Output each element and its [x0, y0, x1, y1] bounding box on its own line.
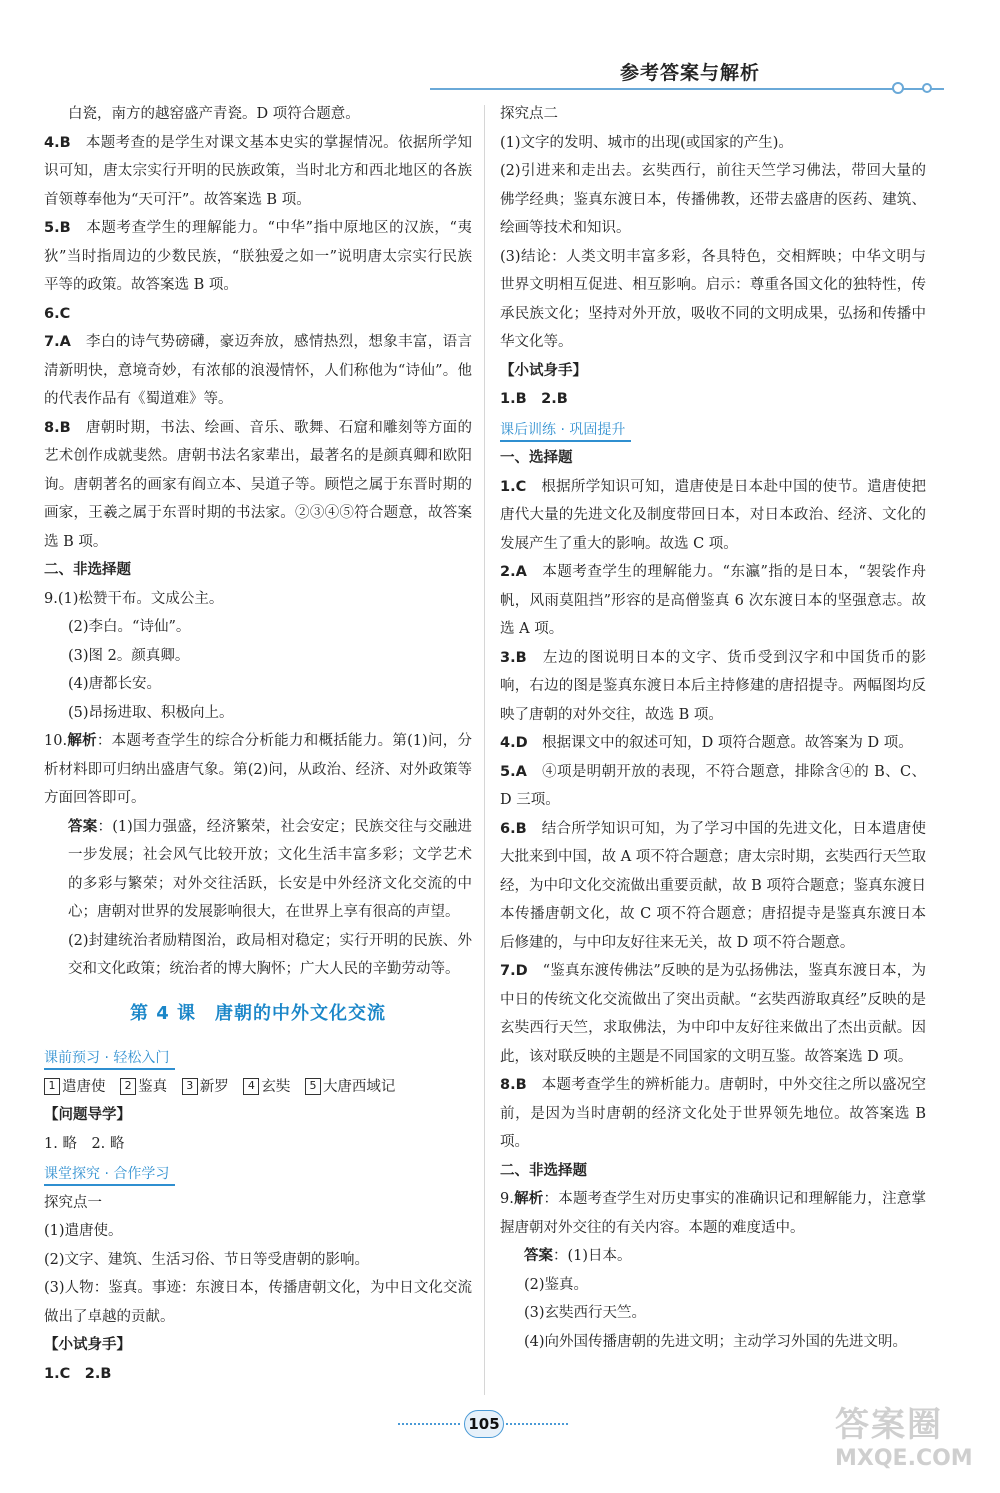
header-rule [430, 88, 898, 90]
answer-item [500, 1071, 926, 1157]
answer-number: 2.A [500, 564, 527, 580]
answer-text: 根据所学知识可知，遣唐使是日本赴中国的使节。遣唐使把唐代大量的先进文化及制度带回日本，对日本政治、经济、文化的发展产生了重大的影响。故选 C 项。 [500, 478, 927, 552]
watermark-top: 答案圈 [835, 1405, 943, 1445]
answer-number: 4.D [500, 735, 528, 751]
answer-line: (4)唐都长安。 [68, 676, 162, 692]
answer-line: (1)遣唐使。 [44, 1223, 123, 1239]
answer-item [44, 300, 472, 329]
answer-item [500, 1242, 926, 1271]
answer-number: 5.A [500, 763, 527, 780]
footer-dots [398, 1423, 460, 1425]
answer-item [44, 129, 472, 215]
right-column [500, 100, 926, 1356]
answer-line: (3)结论：人类文明丰富多彩，各具特色，交相辉映；中华文明与世界文明相互促进、相互影响。启示：尊重各国文化的独特性，传承民族文化；坚持对外开放，吸收不同的文明成果，弘扬和传播中华文化等。 [500, 248, 926, 350]
term-item [243, 1079, 290, 1095]
page-header [430, 58, 970, 98]
answer-line: (5)昂扬进取、积极向上。 [68, 704, 234, 721]
answer-line: (2)引进来和走出去。玄奘西行，前往天竺学习佛法，带回大量的佛学经典；鉴真东渡日本，传播佛教，还带去盛唐的医药、建筑、绘画等技术和知识。 [500, 163, 926, 236]
answer-text: ④项是明朝开放的表现，不符合题意，排除含④的 B、C、D 三项。 [500, 763, 927, 808]
answer-text: 结合所学知识可知，为了学习中国的先进文化，日本遣唐使大批来到中国，故 A 项不符合题意；唐太宗时期，玄奘西行天竺取经，为中印文化交流做出重要贡献，故 B 项符合题意；鉴真东渡日本传播唐朝文化，故 C 项不符合题意；唐招提寺是鉴真东渡日本后修建的，与中印友好往来无关，故 D 项不符合题意。 [500, 820, 927, 951]
column-divider [484, 105, 485, 1395]
answer-text: 白瓷，南方的越窑盛产青瓷。D 项符合题意。 [68, 106, 360, 122]
answer-number: 10. [44, 733, 68, 749]
answer-text: 本题考查学生的辨析能力。唐朝时，中外交往之所以盛况空前，是因为当时唐朝的经济文化处于世界领先地位。故答案选 B 项。 [500, 1077, 927, 1150]
answer-line: (4)向外国传播唐朝的先进文明；主动学习外国的先进文明。 [524, 1333, 908, 1350]
answer-item [44, 414, 472, 557]
header-title: 参考答案与解析 [620, 62, 761, 84]
section-heading: 一、选择题 [500, 450, 573, 466]
term-item [182, 1079, 229, 1095]
section-banner: 课堂探究 · 合作学习 [44, 1164, 175, 1186]
answer-item [500, 957, 926, 1071]
answer-text: 唐朝时期，书法、绘画、音乐、歌舞、石窟和雕刻等方面的艺术创作成就斐然。唐朝书法名家辈出，最著名的是颜真卿和欧阳询。唐朝著名的画家有阎立本、吴道子等。顾恺之属于东晋时期的画家，王羲之属于东晋时期的书法家。②③④⑤符合题意，故答案选 B 项。 [44, 419, 473, 550]
answer-number: 8.B [500, 1077, 527, 1093]
answer-item [500, 644, 926, 730]
subsection-heading: 【小试身手】 [500, 362, 587, 379]
boxed-number: 5 [305, 1078, 321, 1095]
boxed-number: 1 [44, 1078, 60, 1095]
page-footer [398, 1408, 568, 1438]
answer-text: 本题考查学生的理解能力。“中华”指中原地区的汉族，“夷狄”当时指周边的少数民族，“朕独爱之如一”说明唐太宗实行民族平等的政策。故答案选 B 项。 [44, 220, 472, 293]
answer-text: 本题考查的是学生对课文基本史实的掌握情况。依据所学知识可知，唐太宗实行开明的民族政策，当时北方和西北地区的各族首领尊奉他为“天可汗”。故答案选 B 项。 [44, 134, 473, 208]
answer-line: 9.(1)松赞干布。文成公主。 [44, 590, 224, 607]
answer-item [500, 473, 926, 559]
subsection-heading: 【问题导学】 [44, 1107, 131, 1123]
section-heading: 二、非选择题 [44, 562, 131, 578]
answer-label: 答案 [524, 1248, 553, 1264]
answer-text: 根据课文中的叙述可知，D 项符合题意。故答案为 D 项。 [542, 735, 913, 751]
answer-line: (3)人物：鉴真。事迹：东渡日本，传播唐朝文化，为中日文化交流做出了卓越的贡献。 [44, 1280, 472, 1325]
answer-line: (3)玄奘西行天竺。 [524, 1305, 647, 1321]
answer-line: (2)李白。“诗仙”。 [68, 619, 191, 635]
answer-text: 左边的图说明日本的文字、货币受到汉字和中国货币的影响，右边的图是鉴真东渡日本后主持修建的唐招提寺。两幅图均反映了唐朝的对外交往，故选 B 项。 [500, 649, 926, 723]
answer-item [500, 729, 926, 758]
term-item [44, 1079, 106, 1095]
answer-text: ：(1)国力强盛，经济繁荣，社会安定；民族交往与交融进一步发展；社会风气比较开放；文化生活丰富多彩；文学艺术的多彩与繁荣；对外交往活跃，长安是中外经济文化交流的中心；唐朝对世界的发展影响很大，在世界上享有很高的声望。 [68, 818, 472, 920]
boxed-number: 4 [243, 1078, 259, 1095]
left-column [44, 100, 472, 1388]
answer-item [44, 214, 472, 300]
watermark-bottom: MXQE.COM [835, 1446, 973, 1471]
boxed-number: 3 [182, 1078, 198, 1095]
answer-number: 6.C [44, 305, 71, 322]
answer-label: 答案 [68, 818, 98, 835]
term-text: 遣唐使 [62, 1078, 106, 1095]
boxed-number: 2 [120, 1078, 136, 1095]
header-rule-tail [930, 88, 944, 90]
answer-number: 1.C [500, 478, 527, 495]
answer-text: 李白的诗气势磅礴，豪迈奔放，感情热烈，想象丰富，语言清新明快，意境奇妙，有浓郁的浪漫情怀，人们称他为“诗仙”。他的代表作品有《蜀道难》等。 [44, 334, 472, 407]
lesson-title: 第 4 课 唐朝的中外文化交流 [129, 1002, 387, 1024]
answer-number: 4.B [44, 134, 71, 151]
answer-item [500, 815, 926, 958]
term-text: 鉴真 [138, 1078, 168, 1095]
answer-line: (2)鉴真。 [524, 1276, 589, 1293]
answer-text: 本题考查学生的理解能力。“东瀛”指的是日本，“袈裟作舟帆，风雨莫阻挡”形容的是高僧鉴真 6 次东渡日本的坚强意志。故选 A 项。 [500, 564, 926, 637]
answer-text: ：(1)日本。 [553, 1248, 632, 1264]
answer-item [500, 558, 926, 644]
analysis-text: ：本题考查学生的综合分析能力和概括能力。第(1)问，分析材料即可归纳出盛唐气象。第(2)问，从政治、经济、对外政策等方面回答即可。 [44, 733, 472, 806]
watermark-logo [835, 1405, 985, 1485]
analysis-label: 解析 [513, 1191, 544, 1207]
analysis-label: 解析 [67, 733, 97, 749]
answer-item [44, 813, 472, 927]
term-item [305, 1079, 396, 1095]
answer-item [44, 328, 472, 414]
page-number: 105 [464, 1410, 504, 1438]
subsection-heading: 【小试身手】 [44, 1337, 131, 1353]
answer-number: 5.B [44, 220, 71, 236]
answer-text: “鉴真东渡传佛法”反映的是为弘扬佛法，鉴真东渡日本，为中日的传统文化交流做出了突出贡献。“玄奘西游取真经”反映的是玄奘西行天竺，求取佛法，为中印中友好往来做出了杰出贡献。因此，该对联反映的主题是不同国家的文明互鉴。故答案选 D 项。 [500, 963, 926, 1065]
section-heading: 二、非选择题 [500, 1162, 587, 1179]
answer-item [44, 727, 472, 813]
section-banner: 课前预习 · 轻松入门 [44, 1048, 175, 1070]
term-text: 新罗 [199, 1078, 229, 1095]
answer-number: 6.B [500, 820, 527, 837]
answer-number: 7.D [500, 963, 528, 979]
subsection-heading: 探究点一 [44, 1194, 102, 1211]
footer-dots [506, 1423, 568, 1425]
answer-line: (2)文字、建筑、生活习俗、节日等受唐朝的影响。 [44, 1251, 370, 1268]
answer-line: 1. 略 2. 略 [44, 1135, 125, 1152]
answer-number: 3.B [500, 649, 527, 666]
answer-number: 7.A [44, 334, 71, 350]
answer-line: 1.B 2.B [500, 391, 568, 407]
analysis-text: ：本题考查学生对历史事实的准确识记和理解能力，注意掌握唐朝对外交往的有关内容。本题的难度适中。 [500, 1191, 927, 1236]
answer-item [500, 758, 926, 815]
term-text: 大唐西域记 [322, 1078, 396, 1095]
section-banner: 课后训练 · 巩固提升 [500, 420, 631, 442]
answer-number: 8.B [44, 419, 71, 436]
answer-text: (2)封建统治者励精图治，政局相对稳定；实行开明的民族、外交和文化政策；统治者的博大胸怀；广大人民的辛勤劳动等。 [68, 932, 472, 977]
term-text: 玄奘 [261, 1078, 291, 1095]
term-item [120, 1079, 167, 1095]
answer-number: 9. [500, 1191, 514, 1207]
term-list [44, 1073, 472, 1102]
answer-line: (3)图 2。颜真卿。 [68, 647, 190, 664]
answer-line: 1.C 2.B [44, 1365, 112, 1382]
answer-line: (1)文字的发明、城市的出现(或国家的产生)。 [500, 134, 793, 151]
header-rule-tail [902, 88, 924, 90]
subsection-heading: 探究点二 [500, 106, 558, 122]
answer-item [500, 1185, 926, 1242]
